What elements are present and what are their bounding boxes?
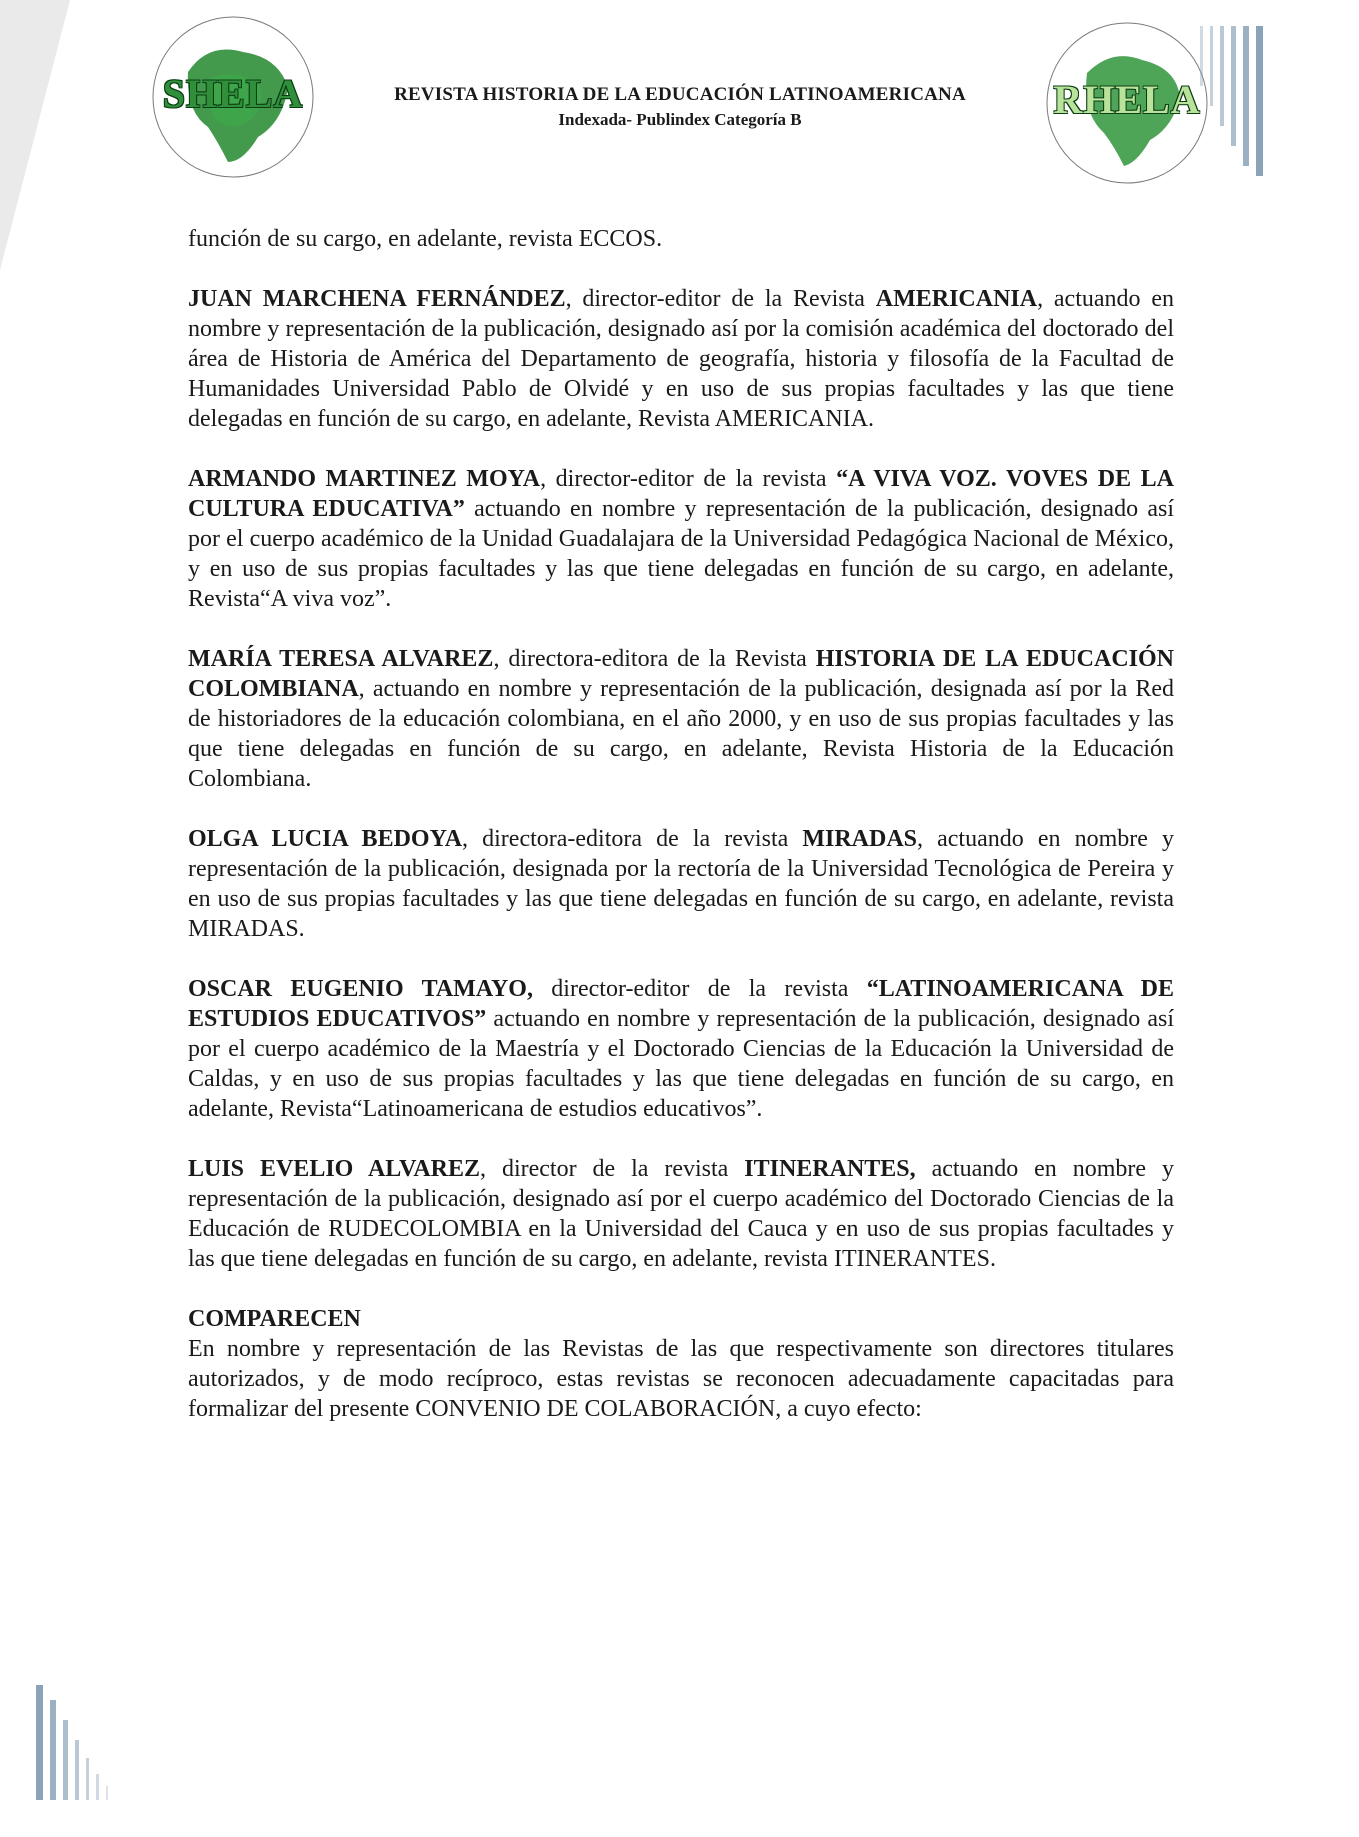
paragraph-text: , director de la revista <box>480 1156 745 1182</box>
paragraph-text: actuando en nombre y representación de la publicación, designado así por el cuerpo académico de la Maestría y el Doctorado Ciencias de la Educación la Universidad de Caldas, y en uso de sus propias facultades y las que tiene delegadas en función de su cargo, en adelante, Revista“Latinoamericana de estudios educativos”. <box>188 1006 1175 1122</box>
folded-corner <box>0 0 70 270</box>
header-subtitle: Indexada- Publindex Categoría B <box>558 110 802 129</box>
paragraph-text: actuando en nombre y representación de la publicación, designado así por el cuerpo académico del Doctorado Ciencias de la Educación de RUDECOLOMBIA en la Universidad del Cauca y en uso de sus propias facultades y las que tiene delegadas en función de su cargo, en adelante, revista ITINERANTES. <box>188 1156 1174 1272</box>
paragraph-text: , actuando en nombre y representación de la publicación, designado así por la comisión académica del doctorado del área de Historia de América del Departamento de geografía, historia y filosofía de la Facultad de Humanidades Universidad Pablo de Olvidé y en uso de sus propias facultades y las que tiene delegadas en función de su cargo, en adelante, Revista AMERICANIA. <box>188 286 1174 432</box>
document-body <box>188 224 1174 1424</box>
comparecen-heading: COMPARECEN <box>188 1306 361 1332</box>
decorative-stripes-bottom <box>36 1680 108 1800</box>
editor-name: ARMANDO MARTINEZ MOYA <box>188 466 541 492</box>
editor-name: MARÍA TERESA ALVAREZ <box>188 646 494 672</box>
paragraph-text: , actuando en nombre y representación de la publicación, designada así por la Red de historiadores de la educación colombiana, en el año 2000, y en uso de sus propias facultades y las que tiene delegadas en función de su cargo, en adelante, Revista Historia de la Educación Colombiana. <box>188 676 1174 792</box>
paragraph-americania <box>188 284 1174 434</box>
decorative-stripes-top <box>1200 26 1263 176</box>
paragraph-itinerantes <box>188 1154 1174 1274</box>
comparecen-text: En nombre y representación de las Revistas de las que respectivamente son directores titulares autorizados, y de modo recíproco, estas revistas se reconocen adecuadamente capacitadas para formalizar del presente CONVENIO DE COLABORACIÓN, a cuyo efecto: <box>188 1336 1174 1422</box>
paragraph-text: , director-editor de la revista <box>540 466 837 492</box>
paragraph-historia-educacion-colombiana <box>188 644 1174 794</box>
journal-name: “A VIVA VOZ. VOVES DE LA CULTURA EDUCATIVA” <box>188 466 1174 522</box>
intro-line: función de su cargo, en adelante, revista ECCOS. <box>188 226 663 252</box>
paragraph-text: , directora-editora de la Revista <box>493 646 816 672</box>
journal-name: ITINERANTES, <box>744 1156 916 1182</box>
paragraph-text: , actuando en nombre y representación de la publicación, designada por la rectoría de la Universidad Tecnológica de Pereira y en uso de sus propias facultades y las que tiene delegadas en función de su cargo, en adelante, revista MIRADAS. <box>188 826 1174 942</box>
editor-name: OLGA LUCIA BEDOYA <box>188 826 463 852</box>
paragraph-text: , directora-editora de la revista <box>462 826 803 852</box>
shela-logo-text: SHELA <box>162 71 304 116</box>
journal-name: AMERICANIA <box>875 286 1038 312</box>
paragraph-latinoamericana <box>188 974 1174 1124</box>
journal-name: “LATINOAMERICANA DE ESTUDIOS EDUCATIVOS” <box>188 976 1175 1032</box>
header-title: REVISTA HISTORIA DE LA EDUCACIÓN LATINOAMERICANA <box>394 84 966 105</box>
rhela-logo-text: RHELA <box>1053 77 1201 122</box>
editor-name: LUIS EVELIO ALVAREZ <box>188 1156 480 1182</box>
shela-logo <box>148 12 318 182</box>
editor-name: JUAN MARCHENA FERNÁNDEZ <box>188 286 566 312</box>
paragraph-text: , director-editor de la Revista <box>565 286 876 312</box>
paragraph-text: actuando en nombre y representación de la publicación, designado así por el cuerpo académico de la Unidad Guadalajara de la Universidad Pedagógica Nacional de México, y en uso de sus propias facultades y las que tiene delegadas en función de su cargo, en adelante, Revista“A viva voz”. <box>188 496 1174 612</box>
paragraph-a-viva-voz <box>188 464 1174 614</box>
rhela-logo <box>1042 18 1212 188</box>
editor-name: OSCAR EUGENIO TAMAYO, <box>188 976 533 1002</box>
journal-name: MIRADAS <box>802 826 918 852</box>
journal-name: HISTORIA DE LA EDUCACIÓN COLOMBIANA <box>188 646 1175 702</box>
paragraph-text: director-editor de la revista <box>532 976 867 1002</box>
paragraph-miradas <box>188 824 1174 944</box>
